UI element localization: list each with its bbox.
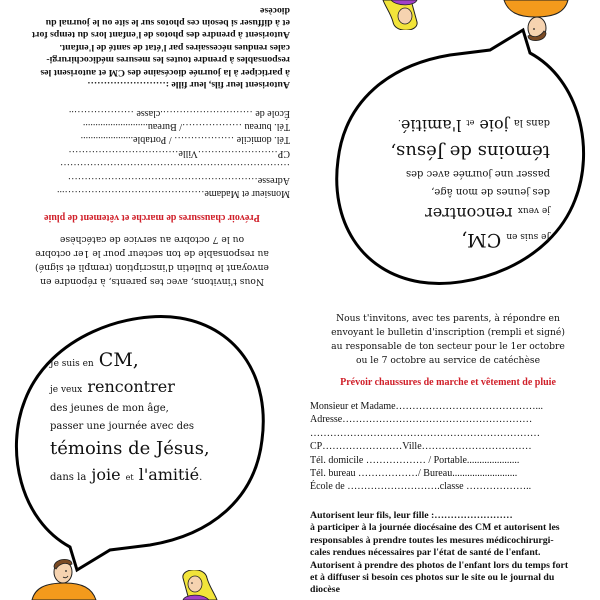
authorization-line: diocèse [310, 584, 340, 596]
authorization-line: Autorisent à prendre des photos de l'enfant lors du temps fort [310, 559, 569, 571]
leaflet-panel-upright [0, 300, 600, 600]
bubble-text-jeunes: des jeunes de mon âge, [431, 186, 550, 198]
bubble-text-period: . [397, 117, 401, 129]
bubble-message [50, 350, 250, 490]
authorization-line: Autorisent à prendre des photos de l'enfant lors du temps fort [31, 29, 290, 41]
boy-illustration [30, 555, 100, 600]
bubble-message-rotated [350, 110, 550, 250]
bubble-text-amitie: l'amitié [138, 464, 200, 484]
rain-gear-warning: Prévoir chaussures de marche et vêtement de pluie [340, 377, 556, 388]
invitation-text [298, 312, 598, 368]
bubble-text-dans: dans la [513, 117, 550, 129]
authorization-line: à participer à la journée diocésaine des CM et autorisent les [310, 522, 560, 534]
bubble-text-et: et [125, 472, 134, 482]
field-home-mobile-phone[interactable]: Tél. domicile ……………… / Portable..................... [310, 454, 520, 466]
authorization-line: et à diffuser si besoin ces photos sur le site ou le journal du [45, 16, 290, 28]
speech-bubble-rotated [300, 0, 600, 300]
bubble-text-rencontrer: rencontrer [87, 376, 175, 396]
invitation-line: envoyant le bulletin d'inscription (rempli et signé) [331, 327, 565, 338]
authorization-text [310, 510, 590, 597]
bubble-text-journee: passer une journée avec des [405, 168, 550, 180]
field-work-phone[interactable]: Tél. bureau ………………/ Bureau.......................... [82, 120, 290, 132]
invitation-line: ou le 7 octobre au service de catéchèse [59, 234, 245, 245]
authorization-line: à participer à la journée diocésaine des CM et autorisent les [40, 66, 290, 78]
form-fields [20, 106, 290, 200]
bubble-text-et: et [466, 118, 475, 128]
invitation-line: Nous t'invitons, avec tes parents, à répondre en [40, 276, 264, 287]
field-postcode-city[interactable]: CP……………………Ville…………………………… [310, 441, 532, 453]
bubble-text-dans: dans la [50, 471, 87, 483]
field-school-class[interactable]: École de ……………………….classe ……………….. [310, 481, 532, 493]
bubble-text-cm: CM, [461, 229, 502, 251]
invitation-line: Nous t'invitons, avec tes parents, à répondre en [336, 313, 560, 324]
field-child-name[interactable]: Autorisent leur fils, leur fille :…………………… [87, 79, 290, 90]
bubble-text-rencontrer: rencontrer [425, 204, 513, 224]
authorization-line: cales rendues nécessaires par l'état de santé de l'enfant. [59, 41, 290, 53]
field-school-class[interactable]: École de ……………………….classe ……………….. [68, 107, 290, 119]
bubble-text-veux: je veux [517, 205, 550, 216]
form-fields [310, 400, 580, 494]
authorization-line: cales rendues nécessaires par l'état de santé de l'enfant. [310, 547, 541, 559]
bubble-text-journee: passer une journée avec des [50, 420, 195, 432]
invitation-line: ou le 7 octobre au service de catéchèse [355, 355, 541, 366]
field-home-mobile-phone[interactable]: Tél. domicile ……………… / Portable..................... [80, 134, 290, 146]
invitation-line: au responsable de ton secteur pour le 1er octobre [35, 248, 269, 259]
invitation-line: au responsable de ton secteur pour le 1er octobre [331, 341, 565, 352]
bubble-text-temoins: témoins de Jésus, [50, 437, 210, 459]
girl-illustration [175, 570, 220, 600]
authorization-line: diocèse [260, 4, 290, 16]
field-address-line2[interactable]: …………………………………………………………… [310, 427, 540, 439]
bubble-text-joie: joie [91, 464, 121, 484]
bubble-text-intro: Je suis en [50, 359, 94, 369]
field-postcode-city[interactable]: CP……………………Ville…………………………… [68, 147, 290, 159]
bubble-text-joie: joie [479, 116, 509, 136]
field-work-phone[interactable]: Tél. bureau ………………/ Bureau.......................... [310, 468, 518, 480]
bubble-text-veux: je veux [50, 384, 83, 395]
bubble-text-amitie: l'amitié [400, 116, 462, 136]
field-parents-name[interactable]: Monsieur et Madame……………………………………... [310, 401, 544, 412]
field-address-line2[interactable]: …………………………………………………………… [60, 161, 290, 173]
authorization-line: responsables à prendre toutes les mesures médicochirurgi- [46, 54, 290, 66]
bubble-text-cm: CM, [98, 349, 139, 371]
field-child-name[interactable]: Autorisent leur fils, leur fille :…………………… [310, 510, 513, 521]
invitation-line: envoyant le bulletin d'inscription (rempli et signé) [35, 262, 269, 273]
field-address[interactable]: Adresse………………………………………………… [310, 414, 533, 426]
invitation-text [2, 232, 302, 288]
field-address[interactable]: Adresse………………………………………………… [67, 174, 290, 186]
authorization-line: et à diffuser si besoin ces photos sur le site ou le journal du [310, 572, 555, 584]
authorization-text [10, 3, 290, 90]
authorization-line: responsables à prendre toutes les mesures médicochirurgi- [310, 534, 554, 546]
field-parents-name[interactable]: Monsieur et Madame……………………………………... [56, 188, 290, 199]
bubble-text-jeunes: des jeunes de mon âge, [50, 402, 169, 414]
boy-illustration-rotated [500, 0, 570, 45]
bubble-text-temoins: témoins de Jésus, [390, 141, 550, 163]
bubble-text-intro: Je suis en [506, 231, 550, 241]
girl-illustration-rotated [380, 0, 425, 30]
rain-gear-warning: Prévoir chaussures de marche et vêtement de pluie [44, 212, 260, 223]
bubble-text-period: . [199, 471, 203, 483]
